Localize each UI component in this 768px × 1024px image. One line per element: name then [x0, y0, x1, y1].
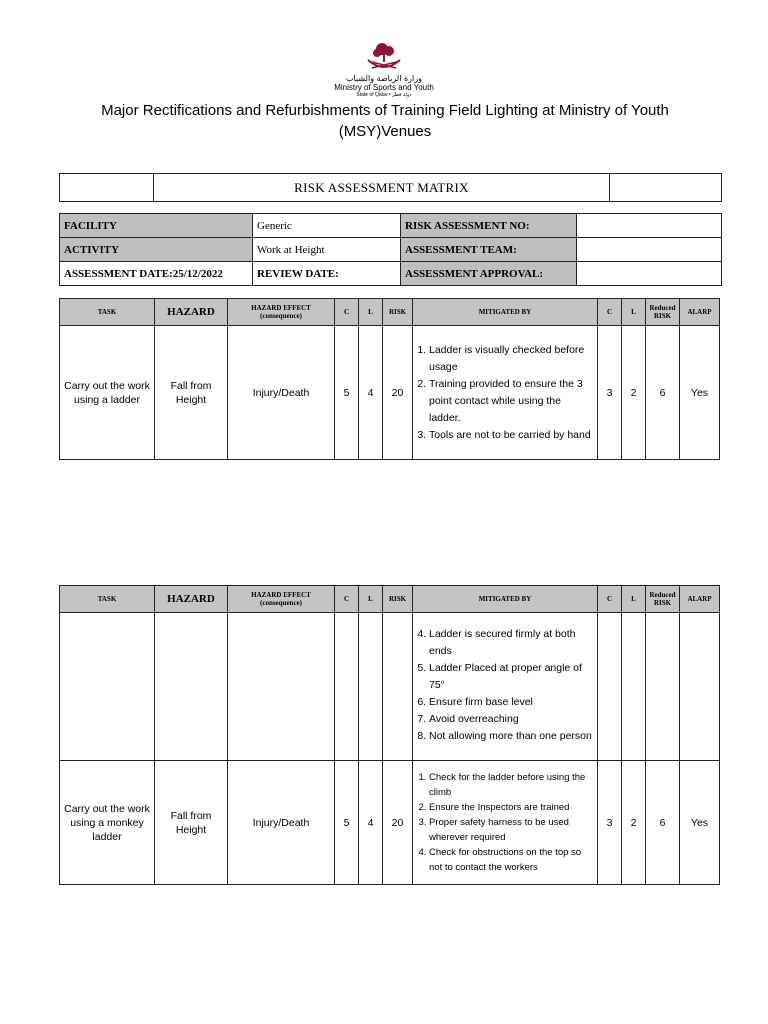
matrix-banner [59, 173, 722, 202]
col-c2: C [598, 299, 622, 326]
facility-value: Generic [253, 214, 401, 238]
col-alarp: ALARP [680, 586, 720, 613]
c2-cell: 3 [598, 326, 622, 460]
table-row [60, 761, 720, 885]
list-item: 5. Ladder Placed at proper angle of 75° [429, 660, 593, 694]
col-l: L [359, 299, 383, 326]
list-item: 7. Avoid overreaching [429, 711, 593, 728]
facility-label: FACILITY [60, 214, 253, 238]
approval-value [577, 262, 722, 286]
document-title: Major Rectifications and Refurbishments of Training Field Lighting at Ministry of Youth (MSY)Venues [101, 102, 669, 140]
hazard-cell: Fall from Height [155, 761, 228, 885]
ministry-emblem-icon [362, 40, 406, 74]
logo-english-text: Ministry of Sports and Youth [334, 83, 434, 92]
col-task: TASK [60, 299, 155, 326]
table-row [60, 613, 720, 761]
l-cell [359, 613, 383, 761]
col-mitigated-by: MITIGATED BY [413, 586, 598, 613]
list-item: 4. Check for obstructions on the top so not to contact the workers [429, 845, 593, 875]
l-cell: 4 [359, 761, 383, 885]
col-c: C [335, 586, 359, 613]
info-row [60, 262, 722, 286]
header-row [60, 299, 720, 326]
col-c2: C [598, 586, 622, 613]
c2-cell: 3 [598, 761, 622, 885]
col-hazard-effect: HAZARD EFFECT (consequence) [228, 299, 335, 326]
effect-cell: Injury/Death [228, 326, 335, 460]
mitigation-cell [413, 761, 598, 885]
l2-cell [622, 613, 646, 761]
risk-table-2 [59, 585, 720, 885]
risk-cell: 20 [383, 761, 413, 885]
list-item: 2. Training provided to ensure the 3 point contact while using the ladder. [429, 376, 593, 427]
info-row [60, 214, 722, 238]
c-cell: 5 [335, 761, 359, 885]
col-reduced-risk: Reduced RISK [646, 586, 680, 613]
hazard-cell [155, 613, 228, 761]
list-item: 6. Ensure firm base level [429, 694, 593, 711]
activity-label: ACTIVITY [60, 238, 253, 262]
list-item: 2. Ensure the Inspectors are trained [429, 800, 593, 815]
c2-cell [598, 613, 622, 761]
matrix-title: RISK ASSESSMENT MATRIX [154, 174, 610, 202]
task-cell [60, 613, 155, 761]
col-risk: RISK [383, 299, 413, 326]
ra-no-value [577, 214, 722, 238]
logo-arabic-text: وزارة الرياضة والشباب [346, 74, 422, 83]
effect-cell [228, 613, 335, 761]
ra-no-label: RISK ASSESSMENT NO: [401, 214, 577, 238]
logo-state-text: State of Qatar • دولة قطر [356, 92, 412, 98]
mitigation-cell [413, 326, 598, 460]
team-value [577, 238, 722, 262]
list-item: 3. Tools are not to be carried by hand [429, 427, 593, 444]
ministry-logo [0, 40, 768, 102]
col-risk: RISK [383, 586, 413, 613]
effect-cell: Injury/Death [228, 761, 335, 885]
reduced-risk-cell: 6 [646, 761, 680, 885]
list-item: 3. Proper safety harness to be used wherever required [429, 815, 593, 845]
banner-left-cell [60, 174, 154, 202]
mitigation-cell [413, 613, 598, 761]
alarp-cell [680, 613, 720, 761]
c-cell: 5 [335, 326, 359, 460]
list-item: 1. Check for the ladder before using the climb [429, 770, 593, 800]
col-c: C [335, 299, 359, 326]
assessment-info-table [59, 213, 722, 286]
l2-cell: 2 [622, 326, 646, 460]
col-l: L [359, 586, 383, 613]
risk-table-1 [59, 298, 720, 460]
alarp-cell: Yes [680, 326, 720, 460]
list-item: 4. Ladder is secured firmly at both ends [429, 626, 593, 660]
col-hazard-effect: HAZARD EFFECT (consequence) [228, 586, 335, 613]
task-cell: Carry out the work using a monkey ladder [60, 761, 155, 885]
reduced-risk-cell: 6 [646, 326, 680, 460]
col-reduced-risk: Reduced RISK [646, 299, 680, 326]
team-label: ASSESSMENT TEAM: [401, 238, 577, 262]
col-alarp: ALARP [680, 299, 720, 326]
banner-right-cell [610, 174, 722, 202]
risk-cell [383, 613, 413, 761]
assessment-date: ASSESSMENT DATE:25/12/2022 [60, 262, 253, 286]
l2-cell: 2 [622, 761, 646, 885]
alarp-cell: Yes [680, 761, 720, 885]
info-row [60, 238, 722, 262]
task-cell: Carry out the work using a ladder [60, 326, 155, 460]
c-cell [335, 613, 359, 761]
col-hazard: HAZARD [155, 299, 228, 326]
list-item: 1. Ladder is visually checked before usage [429, 342, 593, 376]
col-l2: L [622, 586, 646, 613]
list-item: 8. Not allowing more than one person [429, 728, 593, 745]
risk-cell: 20 [383, 326, 413, 460]
table-row [60, 326, 720, 460]
l-cell: 4 [359, 326, 383, 460]
col-l2: L [622, 299, 646, 326]
col-task: TASK [60, 586, 155, 613]
activity-value: Work at Height [253, 238, 401, 262]
approval-label: ASSESSMENT APPROVAL: [401, 262, 577, 286]
col-mitigated-by: MITIGATED BY [413, 299, 598, 326]
header-row [60, 586, 720, 613]
reduced-risk-cell [646, 613, 680, 761]
hazard-cell: Fall from Height [155, 326, 228, 460]
review-date-label: REVIEW DATE: [253, 262, 401, 286]
col-hazard: HAZARD [155, 586, 228, 613]
